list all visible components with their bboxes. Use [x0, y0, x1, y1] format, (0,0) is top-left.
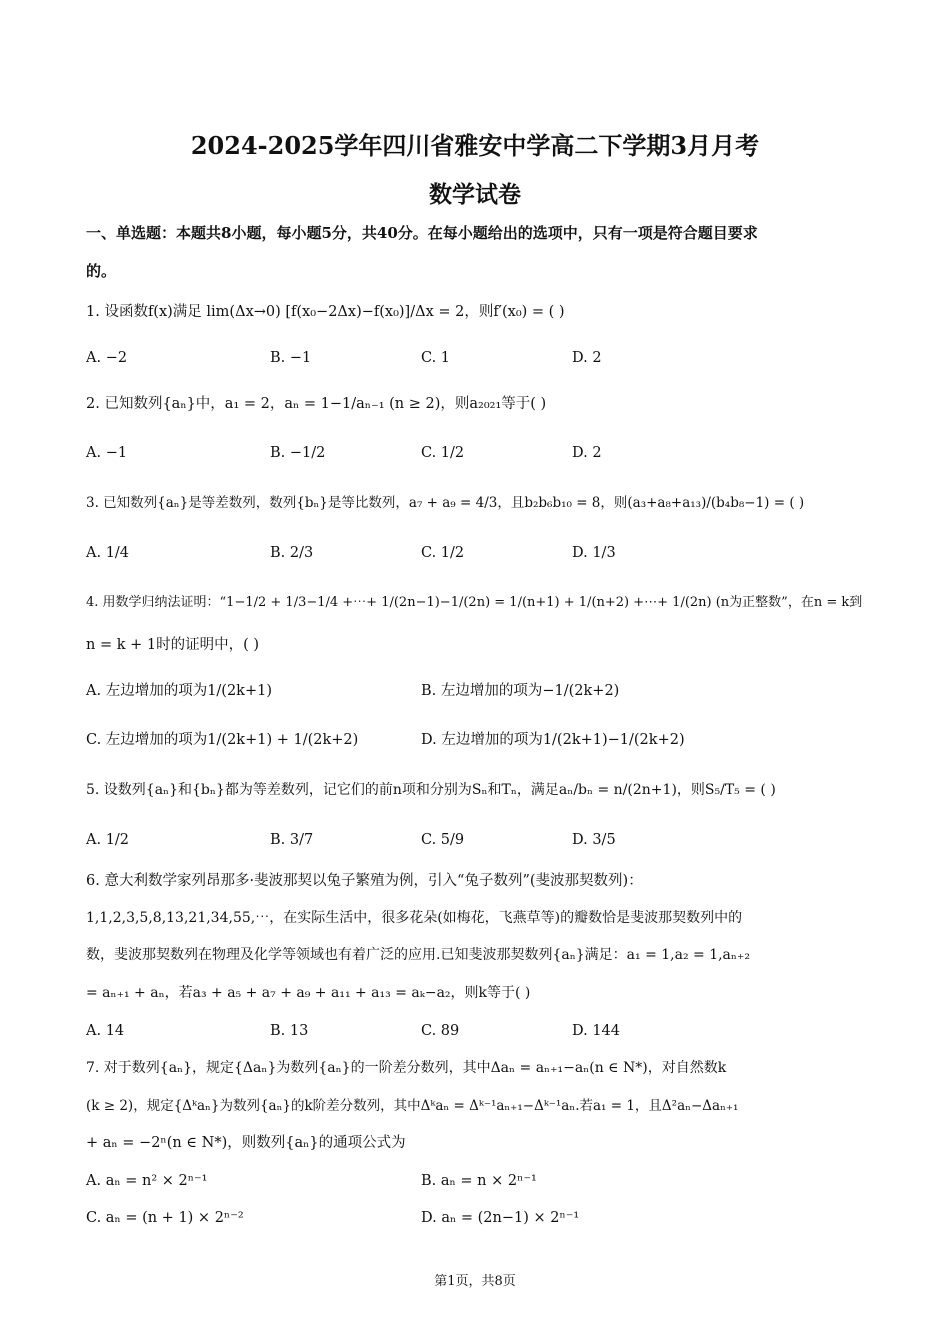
question-5-stem: 5. 设数列{aₙ}和{bₙ}都为等差数列，记它们的前n项和分别为Sₙ和Tₙ，满足aₙ/bₙ = n/(2n+1)，则S₅/T₅ = ( )	[86, 782, 776, 798]
question-3-stem: 3. 已知数列{aₙ}是等差数列，数列{bₙ}是等比数列，a₇ + a₉ = 4/3，且b₂b₆b₁₀ = 8，则(a₃+a₈+a₁₃)/(b₄b₈−1) = ( )	[86, 495, 805, 511]
q3-option-c: C. 1/2	[421, 545, 465, 561]
question-4-stem-2: n = k + 1时的证明中，( )	[86, 637, 260, 653]
q1-option-a: A. −2	[86, 350, 128, 366]
question-7-stem-1: 7. 对于数列{aₙ}，规定{Δaₙ}为数列{aₙ}的一阶差分数列，其中Δaₙ = aₙ₊₁−aₙ(n ∈ N*)，对自然数k	[86, 1060, 727, 1076]
q5-option-d: D. 3/5	[572, 832, 616, 848]
q4-option-a: A. 左边增加的项为1/(2k+1)	[86, 683, 273, 699]
exam-title: 2024-2025学年四川省雅安中学高二下学期3月月考	[190, 131, 760, 160]
q7-option-d: D. aₙ = (2n−1) × 2ⁿ⁻¹	[421, 1210, 580, 1226]
question-1-stem: 1. 设函数f(x)满足 lim(Δx→0) [f(x₀−2Δx)−f(x₀)]/Δx = 2，则f′(x₀) = ( )	[86, 304, 565, 320]
q2-option-d: D. 2	[572, 445, 602, 461]
question-4-stem-1: 4. 用数学归纳法证明：“1−1/2 + 1/3−1/4 +⋯+ 1/(2n−1)−1/(2n) = 1/(n+1) + 1/(n+2) +⋯+ 1/(2n) (n为正整数”，在n = k到	[86, 595, 863, 610]
q4-option-d: D. 左边增加的项为1/(2k+1)−1/(2k+2)	[421, 732, 685, 748]
q6-option-b: B. 13	[270, 1023, 309, 1039]
section-heading: 一、单选题：本题共8小题，每小题5分，共40分。在每小题给出的选项中，只有一项是符合题目要求	[86, 224, 758, 242]
q6-option-d: D. 144	[572, 1023, 621, 1039]
question-2-stem: 2. 已知数列{aₙ}中，a₁ = 2，aₙ = 1−1/aₙ₋₁ (n ≥ 2)，则a₂₀₂₁等于( )	[86, 396, 547, 412]
q5-option-b: B. 3/7	[270, 832, 314, 848]
question-6-stem-3: 数，斐波那契数列在物理及化学等领域也有着广泛的应用.已知斐波那契数列{aₙ}满足：a₁ = 1,a₂ = 1,aₙ₊₂	[86, 947, 750, 963]
q3-option-d: D. 1/3	[572, 545, 616, 561]
q5-option-a: A. 1/2	[86, 832, 130, 848]
q3-option-a: A. 1/4	[86, 545, 130, 561]
page-footer: 第1页，共8页	[434, 1274, 516, 1289]
q2-option-a: A. −1	[86, 445, 128, 461]
q4-option-b: B. 左边增加的项为−1/(2k+2)	[421, 683, 620, 699]
q7-option-b: B. aₙ = n × 2ⁿ⁻¹	[421, 1173, 537, 1189]
exam-subtitle: 数学试卷	[429, 181, 521, 208]
question-6-stem-4: = aₙ₊₁ + aₙ，若a₃ + a₅ + a₇ + a₉ + a₁₁ + a₁₃ = aₖ−a₂，则k等于( )	[86, 985, 531, 1001]
question-7-stem-2: (k ≥ 2)，规定{Δᵏaₙ}为数列{aₙ}的k阶差分数列，其中Δᵏaₙ = Δᵏ⁻¹aₙ₊₁−Δᵏ⁻¹aₙ.若a₁ = 1，且Δ²aₙ−Δaₙ₊₁	[86, 1098, 739, 1114]
section-heading-cont: 的。	[86, 262, 117, 280]
q1-option-d: D. 2	[572, 350, 602, 366]
q7-option-a: A. aₙ = n² × 2ⁿ⁻¹	[86, 1173, 208, 1189]
q6-option-a: A. 14	[86, 1023, 125, 1039]
q7-option-c: C. aₙ = (n + 1) × 2ⁿ⁻²	[86, 1210, 244, 1226]
q1-option-b: B. −1	[270, 350, 312, 366]
q1-option-c: C. 1	[421, 350, 451, 366]
q2-option-c: C. 1/2	[421, 445, 465, 461]
question-7-stem-3: + aₙ = −2ⁿ(n ∈ N*)，则数列{aₙ}的通项公式为	[86, 1135, 406, 1151]
q2-option-b: B. −1/2	[270, 445, 326, 461]
question-6-stem-2: 1,1,2,3,5,8,13,21,34,55,⋯，在实际生活中，很多花朵(如梅花，飞燕草等)的瓣数恰是斐波那契数列中的	[86, 910, 743, 926]
q3-option-b: B. 2/3	[270, 545, 314, 561]
q4-option-c: C. 左边增加的项为1/(2k+1) + 1/(2k+2)	[86, 732, 359, 748]
question-6-stem-1: 6. 意大利数学家列昂那多·斐波那契以兔子繁殖为例，引入“兔子数列”(斐波那契数列)：	[86, 873, 643, 889]
q5-option-c: C. 5/9	[421, 832, 465, 848]
q6-option-c: C. 89	[421, 1023, 460, 1039]
